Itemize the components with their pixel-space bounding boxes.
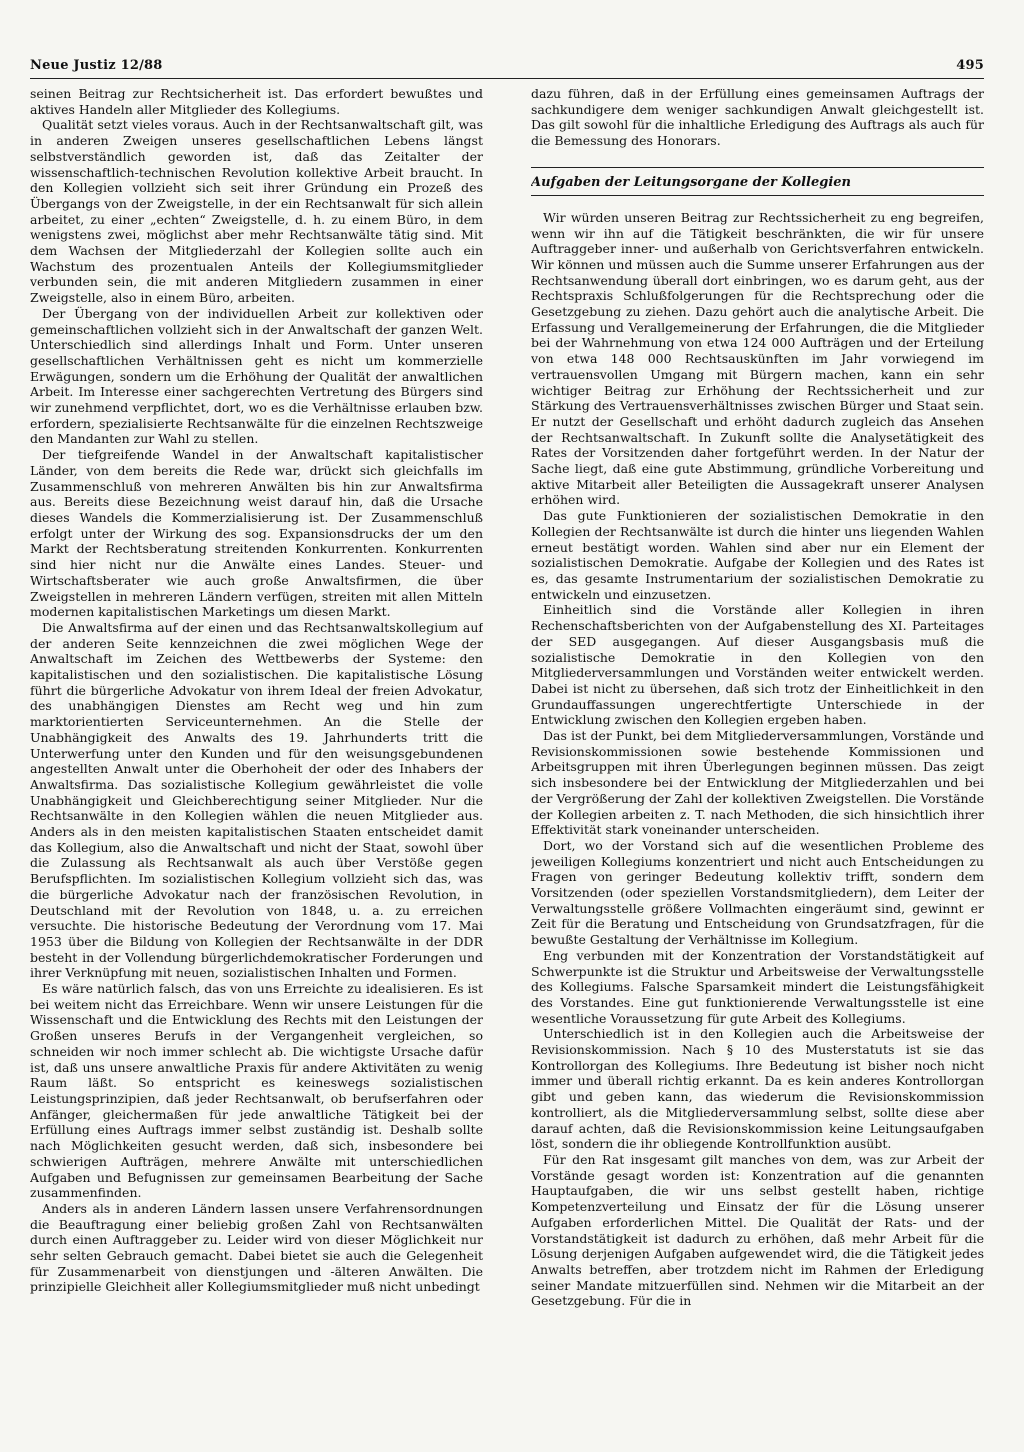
running-header [30,58,984,73]
header-rule [30,78,984,79]
paragraph: seinen Beitrag zur Rechtsicherheit ist. Das erfordert bewußtes und aktives Handeln aller Mitglieder des Kollegiums. [30,86,483,117]
paragraph: Einheitlich sind die Vorstände aller Kollegien in ihren Rechenschaftsberichten von der Aufgabenstellung des XI. Parteitages der SED ausgegangen. Auf dieser Ausgangsbasis muß die sozialistische Demokratie in den Kollegien von den Mitgliederversammlungen und Vorständen weiter entwickelt werden. Dabei ist nicht zu übersehen, daß sich trotz der Einheitlichkeit in den Grundauffassungen ungerechtfertigte Unterschiede in der Entwicklung zwischen den Kollegien ergeben haben. [531,602,984,728]
paragraph: Unterschiedlich ist in den Kollegien auch die Arbeitsweise der Revisionskommission. Nach § 10 des Musterstatuts ist sie das Kontrollorgan des Kollegiums. Ihre Bedeutung ist bisher noch nicht immer und überall richtig erkannt. Da es kein anderes Kontrollorgan gibt und geben kann, das wiederum die Revisionskommission kontrolliert, als die Mitgliederversammlung selbst, sollte diese aber darauf achten, daß die Revisionskommission keine Leitungsaufgaben löst, sondern die ihr obliegende Kontrollfunktion ausübt. [531,1026,984,1152]
paragraph: Das ist der Punkt, bei dem Mitgliederversammlungen, Vorstände und Revisionskommissionen sowie bestehende Kommissionen und Arbeitsgruppen mit ihren Überlegungen beginnen müssen. Das zeigt sich insbesondere bei der Entwicklung der Mitgliederzahlen und bei der Vergrößerung der Zahl der kollektiven Zweigstellen. Die Vorstände der Kollegien arbeiten z. T. nach Methoden, die sich hinsichtlich ihrer Effektivität stark voneinander unterscheiden. [531,728,984,838]
paragraph: Wir würden unseren Beitrag zur Rechtssicherheit zu eng begreifen, wenn wir ihn auf die Tätigkeit beschränkten, die wir für unsere Auftraggeber inner- und außerhalb von Gerichtsverfahren entwickeln. Wir können und müssen auch die Summe unserer Erfahrungen aus der Rechtsanwendung überall dort einbringen, wo es darum geht, aus der Rechtspraxis Schlußfolgerungen für die Rechtsprechung oder die Gesetzgebung zu ziehen. Dazu gehört auch die analytische Arbeit. Die Erfassung und Verallgemeinerung der Erfahrungen, die die Mitglieder bei der Wahrnehmung von etwa 124 000 Aufträgen und der Erteilung von etwa 148 000 Rechtsauskünften im Jahr vorwiegend im vertrauensvollen Umgang mit Bürgern machen, kann ein sehr wichtiger Beitrag zur Erhöhung der Rechtssicherheit und zur Stärkung des Vertrauensverhältnisses zwischen Bürger und Staat sein. Er nutzt der Gesellschaft und erhöht dadurch zugleich das Ansehen der Rechtsanwaltschaft. In Zukunft sollte die Analysetätigkeit des Rates der Vorsitzenden daher fortgeführt werden. In der Natur der Sache liegt, daß eine gute Abstimmung, gründliche Vorbereitung und aktive Mitarbeit aller Beteiligten die Aussagekraft unserer Analysen erhöhen wird. [531,209,984,508]
paragraph: Der tiefgreifende Wandel in der Anwaltschaft kapitalistischer Länder, von dem bereits die Rede war, drückt sich gleichfalls im Zusammenschluß von mehreren Anwälten bis hin zur Anwaltsfirma aus. Bereits diese Bezeichnung weist darauf hin, daß die Ursache dieses Wandels die Kommerzialisierung ist. Der Zusammenschluß erfolgt unter der Wirkung des sog. Expansionsdrucks der um den Markt der Rechtsberatung streitenden Konkurrenten. Konkurrenten sind hier nicht nur die Anwälte eines Landes. Steuer- und Wirtschaftsberater wie auch große Anwaltsfirmen, die über Zweigstellen in mehreren Ländern verfügen, streiten mit allen Mitteln modernen kapitalistischen Marketings um diesen Markt. [30,447,483,620]
paragraph: Anders als in anderen Ländern lassen unsere Verfahrensordnungen die Beauftragung einer beliebig großen Zahl von Rechtsanwälten durch einen Auftraggeber zu. Leider wird von dieser Möglichkeit nur sehr selten Gebrauch gemacht. Dabei bietet sie auch die Gelegenheit für Zusammenarbeit von dienstjungen und -älteren Anwälten. Die prinzipielle Gleichheit aller Kollegiumsmitglieder muß nicht unbedingt [30,1200,483,1295]
paragraph: Der Übergang von der individuellen Arbeit zur kollektiven oder gemeinschaftlichen vollzieht sich in der Anwaltschaft der ganzen Welt. Unterschiedlich sind allerdings Inhalt und Form. Unter unseren gesellschaftlichen Verhältnissen geht es nicht um kommerzielle Erwägungen, sondern um die Erhöhung der Qualität der anwaltlichen Arbeit. Im Interesse einer sachgerechten Vertretung des Bürgers sind wir zunehmend verpflichtet, dort, wo es die Verhältnisse erlauben bzw. erfordern, spezialisierte Rechtsanwälte für die einzelnen Rechtszweige den Mandanten zur Wahl zu stellen. [30,305,483,447]
paragraph: Eng verbunden mit der Konzentration der Vorstandstätigkeit auf Schwerpunkte ist die Struktur und Arbeitsweise der Verwaltungsstelle des Kollegiums. Falsche Sparsamkeit mindert die Leistungsfähigkeit des Vorstandes. Eine gut funktionierende Verwaltungsstelle ist eine wesentliche Voraussetzung für gute Arbeit des Kollegiums. [531,947,984,1026]
paragraph: Dort, wo der Vorstand sich auf die wesentlichen Probleme des jeweiligen Kollegiums konzentriert und nicht auch Entscheidungen zu Fragen von geringer Bedeutung kollektiv trifft, sondern dem Vorsitzenden (oder speziellen Vorstandsmitgliedern), dem Leiter der Verwaltungsstelle größere Vollmachten eingeräumt sind, gewinnt er Zeit für die Beratung und Entscheidung von Grundsatzfragen, für die bewußte Gestaltung der Verhältnisse im Kollegium. [531,837,984,948]
paragraph: Qualität setzt vieles voraus. Auch in der Rechtsanwaltschaft gilt, was in anderen Zweigen unseres gesellschaftlichen Lebens längst selbstverständlich geworden ist, daß das Zeitalter der wissenschaftlich-technischen Revolution kollektive Arbeit braucht. In den Kollegien vollzieht sich seit ihrer Gründung ein Prozeß des Übergangs von der Zweigstelle, in der ein Rechtsanwalt für sich allein arbeitet, zu einer „echten“ Zweigstelle, d. h. zu einem Büro, in dem wenigstens zwei, möglichst aber mehr Rechtsanwälte tätig sind. Mit dem Wachsen der Mitgliederzahl der Kollegien sollte auch ein Wachstum des prozentualen Anteils der Kollegiumsmitglieder verbunden sein, die mit anderen Mitgliedern zusammen in einer Zweigstelle, also in einem Büro, arbeiten. [30,117,483,306]
left-column [30,86,483,1426]
paragraph: Für den Rat insgesamt gilt manches von dem, was zur Arbeit der Vorstände gesagt worden ist: Konzentration auf die genannten Hauptaufgaben, die wir uns selbst gestellt haben, richtige Kompetenzverteilung und Einsatz der für die Lösung unserer Aufgaben erforderlichen Mittel. Die Qualität der Rats- und der Vorstandstätigkeit ist dadurch zu erhöhen, daß mehr Arbeit für die Lösung derjenigen Aufgaben aufgewendet wird, die die Tätigkeit jedes Anwalts betreffen, aber trotzdem nicht im Rahmen der Erledigung seiner Mandate mitzuerfüllen sind. Nehmen wir die Mitarbeit an der Gesetzgebung. Für die in [531,1152,984,1309]
right-column [531,86,984,1426]
page-number: 495 [956,58,984,73]
journal-issue: Neue Justiz 12/88 [30,58,163,73]
paragraph: Es wäre natürlich falsch, das von uns Erreichte zu idealisieren. Es ist bei weitem nicht das Erreichbare. Wenn wir unsere Leistungen für die Wissenschaft und die Entwicklung des Rechts mit den Leistungen der Großen unseres Berufs in der Vergangenheit vergleichen, so schneiden wir noch immer schlecht ab. Die wichtigste Ursache dafür ist, daß uns unsere anwaltliche Praxis für andere Aktivitäten zu wenig Raum läßt. So entspricht es keineswegs sozialistischen Leistungsprinzipien, daß jeder Rechtsanwalt, ob berufserfahren oder Anfänger, gleichermaßen für jede anwaltliche Tätigkeit bei der Erfüllung eines Auftrags immer selbst zuständig ist. Deshalb sollte nach Möglichkeiten gesucht werden, daß sich, insbesondere bei schwierigen Aufträgen, mehrere Anwälte mit unterschiedlichen Aufgaben und Befugnissen zur gemeinsamen Bearbeitung der Sache zusammenfinden. [30,981,483,1201]
section-heading: Aufgaben der Leitungsorgane der Kollegien [531,167,984,196]
paragraph: dazu führen, daß in der Erfüllung eines gemeinsamen Auftrags der sachkundigere dem weniger sachkundigen Anwalt gleichgestellt ist. Das gilt sowohl für die inhaltliche Erledigung des Auftrags als auch für die Bemessung des Honorars. [531,86,984,149]
paragraph: Die Anwaltsfirma auf der einen und das Rechtsanwaltskollegium auf der anderen Seite kennzeichnen die zwei möglichen Wege der Anwaltschaft im Zeichen des Wettbewerbs der Systeme: den kapitalistischen und den sozialistischen. Die kapitalistische Lösung führt die bürgerliche Advokatur von ihrem Ideal der freien Advokatur, des unabhängigen Dienstes am Recht weg und hin zum marktorientierten Serviceunternehmen. An die Stelle der Unabhängigkeit des Anwalts des 19. Jahrhunderts tritt die Unterwerfung unter den Kunden und für den weisungsgebundenen angestellten Anwalt unter die Oberhoheit der oder des Inhabers der Anwaltsfirma. Das sozialistische Kollegium gewährleistet die volle Unabhängigkeit und Gleichberechtigung seiner Mitglieder. Nur die Rechtsanwälte in den Kollegien wählen die neuen Mitglieder aus. Anders als in den meisten kapitalistischen Staaten entscheidet damit das Kollegium, also die Anwaltschaft und nicht der Staat, sowohl über die Zulassung als Rechtsanwalt als auch über Verstöße gegen Berufspflichten. Im sozialistischen Kollegium vollzieht sich das, was die bürgerliche Advokatur nach der französischen Revolution, in Deutschland mit der Revolution von 1848, u. a. zu erreichen versuchte. Die historische Bedeutung der Verordnung vom 17. Mai 1953 über die Bildung von Kollegien der Rechtsanwälte in der DDR besteht in der Vollendung bürgerlichdemokratischer Forderungen und ihrer Verknüpfung mit neuen, sozialistischen Inhalten und Formen. [30,619,483,981]
paragraph: Das gute Funktionieren der sozialistischen Demokratie in den Kollegien der Rechtsanwälte ist durch die hinter uns liegenden Wahlen erneut bestätigt worden. Wahlen sind aber nur ein Element der sozialistischen Demokratie. Aufgabe der Kollegien und des Rates ist es, das gesamte Instrumentarium der sozialistischen Demokratie zu entwickeln und einzusetzen. [531,508,984,602]
